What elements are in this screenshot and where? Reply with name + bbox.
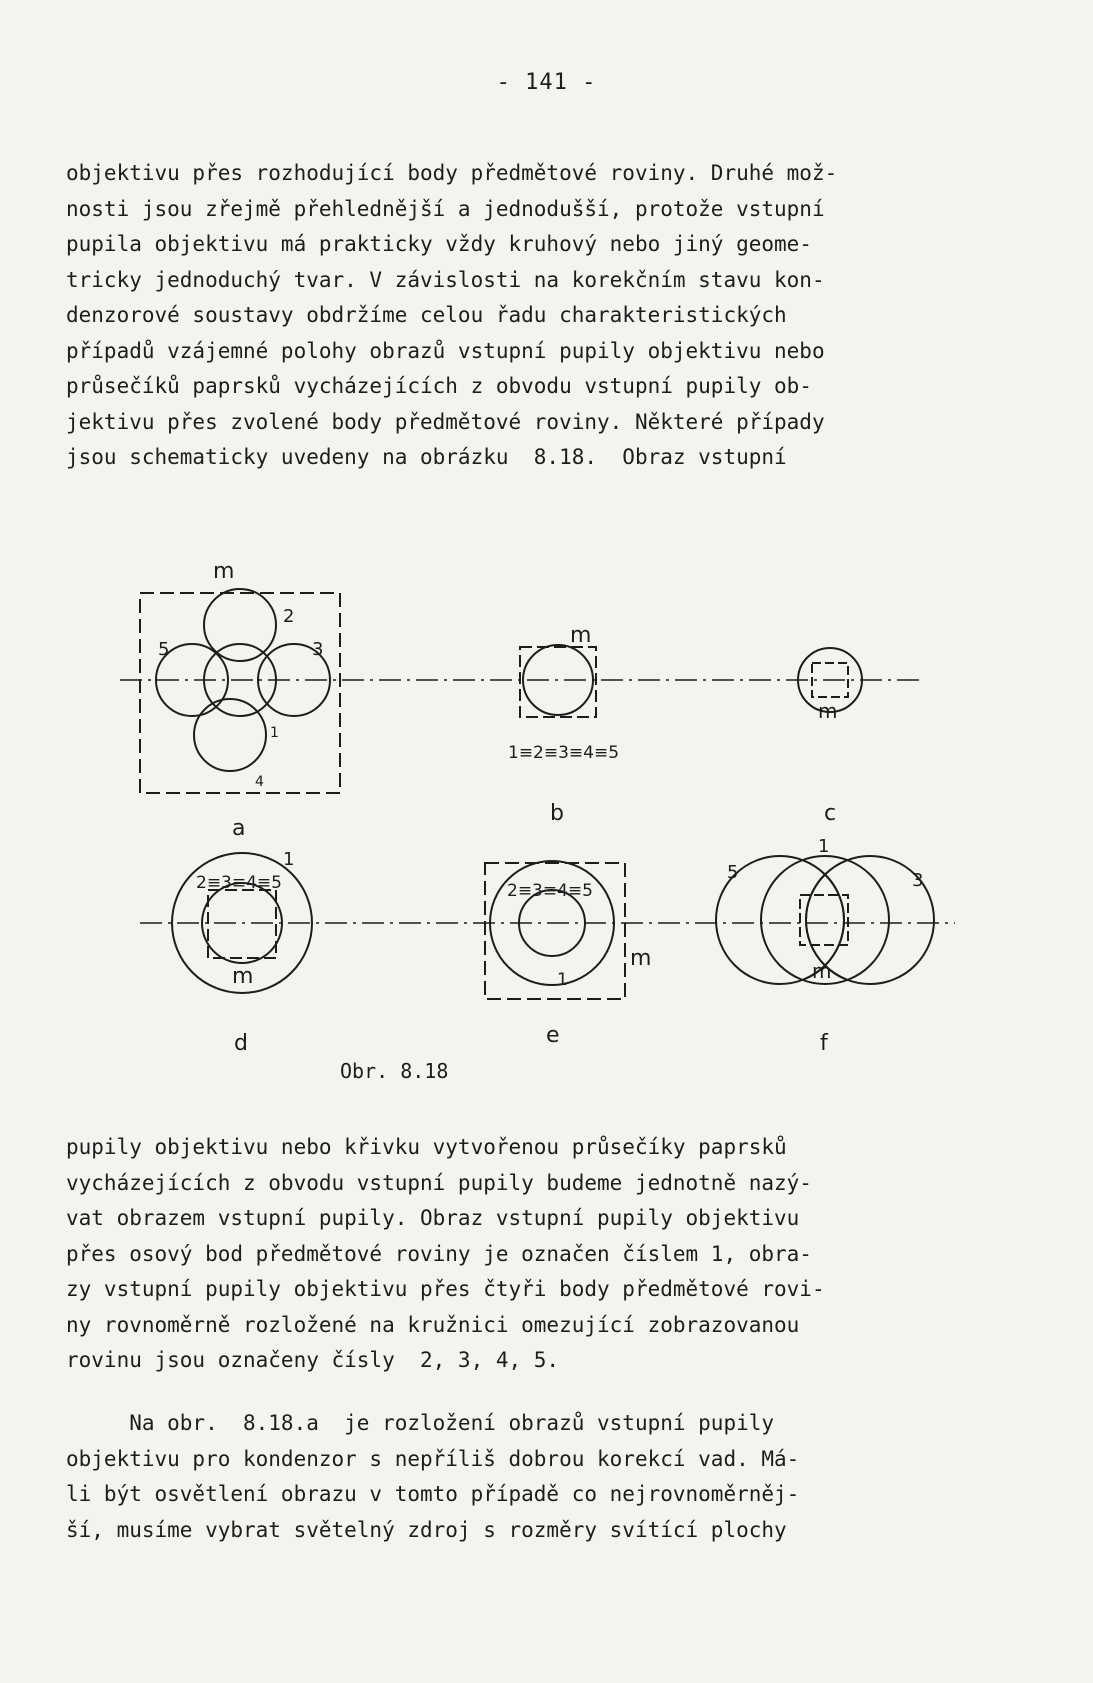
panel-d (172, 849, 312, 1056)
text-line: průsečíků paprsků vycházejících z obvodu vstupní pupily ob- (66, 374, 812, 398)
text-line: li být osvětlení obrazu v tomto případě co nejrovnoměrněj- (66, 1482, 800, 1506)
mark-3: 3 (912, 870, 924, 891)
field-frame (140, 593, 340, 793)
mark-coincident: 1≡2≡3≡4≡5 (508, 743, 620, 763)
pupil-image-4 (194, 699, 266, 771)
text-line: jsou schematicky uvedeny na obrázku 8.18. Obraz vstupní (66, 445, 787, 469)
mark-2: 2 (283, 606, 295, 627)
panel-a (140, 559, 340, 841)
mark-m: m (630, 946, 652, 971)
text-line: přes osový bod předmětové roviny je označen číslem 1, obra- (66, 1241, 812, 1266)
panel-label-a: a (232, 816, 246, 841)
mark-coincident: 2≡3≡4≡5 (507, 881, 593, 901)
mark-5: 5 (727, 862, 739, 883)
mark-5: 5 (158, 639, 170, 660)
text-line: případů vzájemné polohy obrazů vstupní pupily objektivu nebo (66, 338, 825, 363)
mark-3: 3 (312, 639, 324, 660)
field-frame (208, 890, 276, 958)
text-line: pupily objektivu nebo křivku vytvořenou průsečíky paprsků (66, 1135, 787, 1159)
text-line: rovinu jsou označeny čísly 2, 3, 4, 5. (66, 1348, 560, 1372)
paragraph-1 (66, 156, 1026, 476)
text-line: nosti jsou zřejmě přehlednější a jednodušší, protože vstupní (66, 196, 825, 221)
panel-label-b: b (550, 801, 564, 826)
panel-label-f: f (820, 1031, 828, 1056)
text-line: vat obrazem vstupní pupily. Obraz vstupní pupily objektivu (66, 1206, 800, 1230)
text-line: ší, musíme vybrat světelný zdroj s rozměry svítící plochy (66, 1517, 787, 1542)
figure-8-18 (0, 530, 1093, 1090)
paragraph-2 (66, 1130, 1026, 1379)
mark-1: 1 (283, 849, 295, 870)
mark-m: m (812, 959, 832, 983)
text-line: objektivu pro kondenzor s nepříliš dobrou korekcí vad. Má- (66, 1446, 800, 1471)
mark-1: 1 (557, 970, 568, 990)
mark-1: 1 (270, 725, 279, 741)
panel-label-e: e (546, 1023, 560, 1048)
text-line: jektivu přes zvolené body předmětové roviny. Některé případy (66, 409, 825, 434)
mark-1: 1 (818, 836, 830, 857)
mark-4: 4 (255, 774, 264, 790)
panel-label-d: d (234, 1031, 248, 1056)
panel-label-c: c (824, 801, 837, 826)
pupil-image-2 (204, 589, 276, 661)
panel-c (798, 648, 862, 826)
text-line: pupila objektivu má prakticky vždy kruhový nebo jiný geome- (66, 232, 812, 256)
mark-coincident: 2≡3≡4≡5 (196, 873, 282, 893)
text-line: tricky jednoduchý tvar. V závislosti na korekčním stavu kon- (66, 267, 825, 292)
mark-m: m (570, 623, 592, 648)
mark-m: m (213, 559, 235, 584)
page-number: - 141 - (496, 70, 597, 95)
panel-f (716, 836, 934, 1056)
panel-e (485, 861, 651, 1048)
panel-b (508, 623, 619, 826)
mark-m: m (818, 699, 838, 723)
figure-diagram (0, 530, 1093, 1090)
text-line: ny rovnoměrně rozložené na kružnici omezující zobrazovanou (66, 1312, 800, 1337)
text-line: vycházejících z obvodu vstupní pupily budeme jednotně nazý- (66, 1170, 812, 1195)
mark-m: m (232, 964, 254, 989)
text-line: objektivu přes rozhodující body předmětové roviny. Druhé mož- (66, 161, 838, 185)
text-line: Na obr. 8.18.a je rozložení obrazů vstupní pupily (66, 1411, 775, 1435)
paragraph-3 (66, 1406, 1026, 1548)
text-line: denzorové soustavy obdržíme celou řadu charakteristických (66, 303, 787, 327)
figure-caption: Obr. 8.18 (340, 1059, 449, 1083)
text-line: zy vstupní pupily objektivu přes čtyři body předmětové rovi- (66, 1277, 825, 1301)
